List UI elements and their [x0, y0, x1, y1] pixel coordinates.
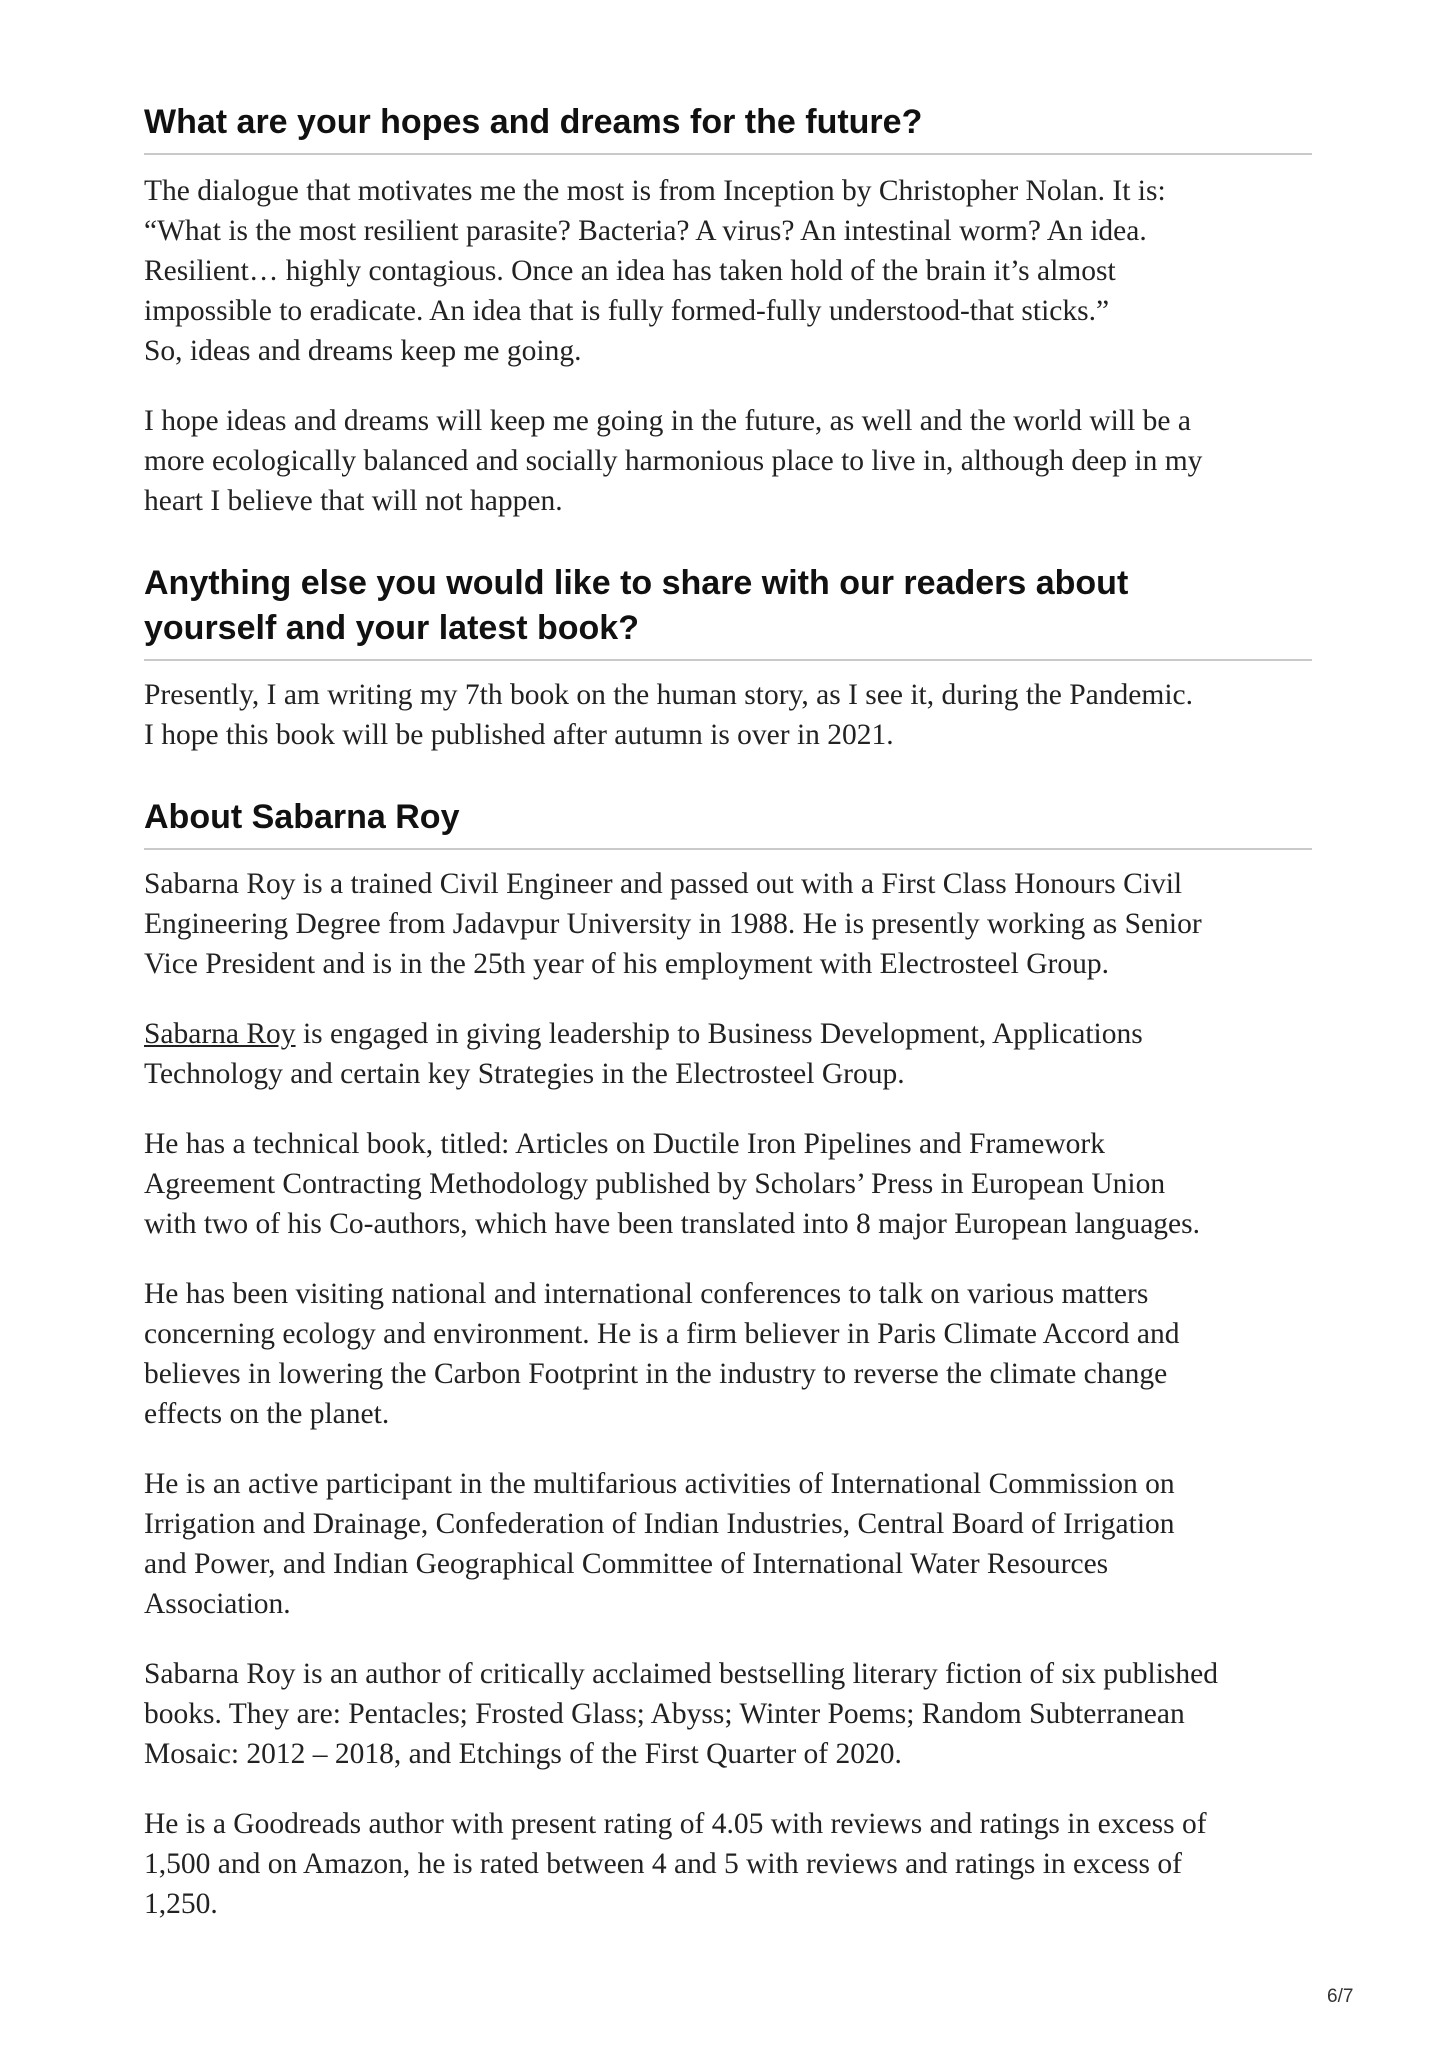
paragraph-leadership — [144, 1014, 1312, 1094]
text-line: and Power, and Indian Geographical Committee of International Water Resources — [144, 1548, 1109, 1580]
text-line: Vice President and is in the 25th year of his employment with Electrosteel Group. — [144, 948, 1109, 980]
text-line: books. They are: Pentacles; Frosted Glass; Abyss; Winter Poems; Random Subterranean — [144, 1698, 1185, 1730]
text-line — [144, 1014, 1312, 1054]
page-number: 6/7 — [1327, 1986, 1354, 2007]
text-line: 1,250. — [144, 1888, 218, 1920]
text-line: I hope this book will be published after autumn is over in 2021. — [144, 719, 894, 751]
heading-line: What are your hopes and dreams for the future? — [144, 103, 923, 141]
text-line: He is an active participant in the multifarious activities of International Commission on — [144, 1468, 1175, 1500]
text-line: Sabarna Roy is an author of critically acclaimed bestselling literary fiction of six published — [144, 1658, 1218, 1690]
paragraph-technical-book — [144, 1124, 1312, 1244]
text-line: I hope ideas and dreams will keep me going in the future, as well and the world will be a — [144, 405, 1191, 437]
text-line: Presently, I am writing my 7th book on the human story, as I see it, during the Pandemic. — [144, 679, 1193, 711]
paragraph-memberships — [144, 1464, 1312, 1624]
paragraph-inception-quote — [144, 171, 1312, 371]
text-line: Agreement Contracting Methodology published by Scholars’ Press in European Union — [144, 1168, 1166, 1200]
paragraph-future-hopes — [144, 401, 1312, 521]
paragraph-published-books — [144, 1654, 1312, 1774]
document-page — [144, 100, 1312, 1924]
text-line: Irrigation and Drainage, Confederation of Indian Industries, Central Board of Irrigation — [144, 1508, 1175, 1540]
paragraph-latest-book — [144, 675, 1312, 755]
heading-line: About Sabarna Roy — [144, 798, 460, 836]
section-heading-about-author — [144, 795, 1312, 850]
text-line: more ecologically balanced and socially harmonious place to live in, although deep in my — [144, 445, 1203, 477]
text-line: Mosaic: 2012 – 2018, and Etchings of the First Quarter of 2020. — [144, 1738, 902, 1770]
text-line: impossible to eradicate. An idea that is fully formed-fully understood-that sticks.” — [144, 295, 1110, 327]
text-line: So, ideas and dreams keep me going. — [144, 335, 582, 367]
text-line: with two of his Co-authors, which have been translated into 8 major European languages. — [144, 1208, 1200, 1240]
text-line: effects on the planet. — [144, 1398, 390, 1430]
text-line: Association. — [144, 1588, 291, 1620]
author-link[interactable]: Sabarna Roy — [144, 1018, 296, 1050]
paragraph-ratings — [144, 1804, 1312, 1924]
section-heading-anything-else — [144, 561, 1312, 661]
paragraph-education — [144, 864, 1312, 984]
text-line: 1,500 and on Amazon, he is rated between 4 and 5 with reviews and ratings in excess of — [144, 1848, 1182, 1880]
text-fragment: is engaged in giving leadership to Business Development, Applications — [295, 1018, 1143, 1050]
text-line: Technology and certain key Strategies in the Electrosteel Group. — [144, 1058, 905, 1090]
text-line: He has been visiting national and international conferences to talk on various matters — [144, 1278, 1149, 1310]
heading-line: Anything else you would like to share with our readers about — [144, 564, 1129, 602]
text-line: “What is the most resilient parasite? Bacteria? A virus? An intestinal worm? An idea. — [144, 215, 1147, 247]
paragraph-conferences — [144, 1274, 1312, 1434]
heading-line: yourself and your latest book? — [144, 609, 639, 647]
text-line: The dialogue that motivates me the most is from Inception by Christopher Nolan. It is: — [144, 175, 1166, 207]
section-heading-hopes-and-dreams — [144, 100, 1312, 155]
text-line: believes in lowering the Carbon Footprint in the industry to reverse the climate change — [144, 1358, 1168, 1390]
text-line: Engineering Degree from Jadavpur University in 1988. He is presently working as Senior — [144, 908, 1202, 940]
text-line: He is a Goodreads author with present rating of 4.05 with reviews and ratings in excess of — [144, 1808, 1207, 1840]
text-line: Resilient… highly contagious. Once an idea has taken hold of the brain it’s almost — [144, 255, 1116, 287]
text-line: heart I believe that will not happen. — [144, 485, 563, 517]
text-line: Sabarna Roy is a trained Civil Engineer and passed out with a First Class Honours Civil — [144, 868, 1183, 900]
text-line: concerning ecology and environment. He is a firm believer in Paris Climate Accord and — [144, 1318, 1180, 1350]
text-line: He has a technical book, titled: Articles on Ductile Iron Pipelines and Framework — [144, 1128, 1105, 1160]
